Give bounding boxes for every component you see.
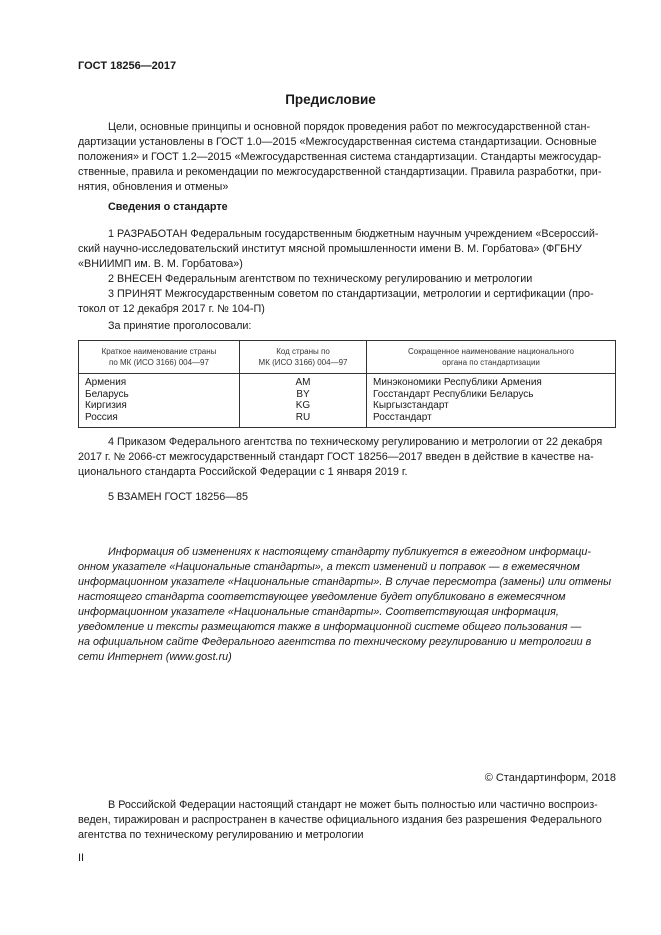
item-3-line: токол от 12 декабря 2017 г. № 104-П) xyxy=(78,303,265,315)
section-heading xyxy=(78,200,616,215)
info-line: настоящего стандарта соответствующее уведомление будет опубликовано в ежемесячном xyxy=(78,591,566,603)
country-name: Беларусь xyxy=(85,388,129,400)
voting-table xyxy=(78,340,616,428)
country-code: AM xyxy=(295,377,311,388)
page-title: Предисловие xyxy=(285,92,376,107)
info-line: Информация об изменениях к настоящему стандарту публикуется в ежегодном информаци- xyxy=(108,546,591,558)
page-number: II xyxy=(78,852,85,864)
voted-label xyxy=(78,319,616,334)
item-5-text: 5 ВЗАМЕН ГОСТ 18256—85 xyxy=(108,491,249,503)
info-line: информационном указателе «Национальные стандарты». Соответствующая информация, xyxy=(78,606,559,618)
item-2: 2 ВНЕСЕН Федеральным агентством по техническому регулированию и метрологии xyxy=(108,273,533,285)
country-code: RU xyxy=(295,411,311,423)
document-id: ГОСТ 18256—2017 xyxy=(78,60,177,72)
rights-notice xyxy=(78,798,616,843)
col-header-body-l1: Сокращенное наименование национального xyxy=(408,347,574,356)
item-5 xyxy=(78,490,616,505)
info-line: на официальном сайте Федерального агентства по техническому регулированию и метрологии в xyxy=(78,636,592,648)
country-code: KG xyxy=(295,400,311,411)
intro-line: Цели, основные принципы и основной порядок проведения работ по межгосударственной стан- xyxy=(108,121,591,133)
info-notice xyxy=(78,545,616,665)
intro-line: нятия, обновления и отмены» xyxy=(78,181,229,193)
standards-body: Госстандарт Республики Беларусь xyxy=(373,388,534,400)
intro-line: дартизации установлены в ГОСТ 1.0—2015 «Межгосударственная система стандартизации. Основные xyxy=(78,136,597,148)
col-header-body xyxy=(367,341,616,374)
voted-label-text: За принятие проголосовали: xyxy=(108,320,252,332)
item-1-line: «ВНИИМП им. В. М. Горбатова») xyxy=(78,258,243,270)
item-1-line: ский научно-исследовательский институт мясной промышленности имени В. М. Горбатова» (ФГБНУ xyxy=(78,243,582,255)
col-header-country-l1: Краткое наименование страны xyxy=(101,347,217,356)
country-name: Россия xyxy=(85,411,118,423)
col-header-code-l2: МК (ИСО 3166) 004—97 xyxy=(258,358,348,367)
item-1 xyxy=(78,227,616,317)
country-code: BY xyxy=(296,388,310,400)
table-row xyxy=(79,374,616,428)
standards-body: Кыргызстандарт xyxy=(373,400,449,411)
info-line: сети Интернет (www.gost.ru) xyxy=(78,651,232,663)
copyright: © Стандартинформ, 2018 xyxy=(484,772,616,784)
item-4 xyxy=(78,435,616,480)
item-3-line: 3 ПРИНЯТ Межгосударственным советом по стандартизации, метрологии и сертификации (про- xyxy=(108,288,594,300)
code-cell xyxy=(240,374,367,428)
intro-paragraph xyxy=(78,120,616,195)
item-4-line: 2017 г. № 2066-ст межгосударственный стандарт ГОСТ 18256—2017 введен в действие в качестве на- xyxy=(78,451,594,463)
intro-line: положения» и ГОСТ 1.2—2015 «Межгосударственная система стандартизации. Стандарты межгосудар- xyxy=(78,151,602,163)
rights-line: веден, тиражирован и распространен в качестве официального издания без разрешения Федерального xyxy=(78,814,602,826)
item-4-line: 4 Приказом Федерального агентства по техническому регулированию и метрологии от 22 декабря xyxy=(108,436,603,448)
section-heading-text: Сведения о стандарте xyxy=(108,201,228,213)
col-header-body-l2: органа по стандартизации xyxy=(442,358,540,367)
body-cell xyxy=(367,374,616,428)
item-1-line: 1 РАЗРАБОТАН Федеральным государственным бюджетным научным учреждением «Всероссий- xyxy=(108,228,599,240)
rights-line: агентства по техническому регулированию и метрологии xyxy=(78,829,364,841)
table-header-row xyxy=(79,341,616,374)
col-header-code-l1: Код страны по xyxy=(276,347,330,356)
standards-body: Росстандарт xyxy=(373,411,432,423)
info-line: онном указателе «Национальные стандарты», а текст изменений и поправок — в ежемесячном xyxy=(78,561,580,573)
item-4-line: ционального стандарта Российской Федерации с 1 января 2019 г. xyxy=(78,466,408,478)
col-header-country xyxy=(79,341,240,374)
col-header-code xyxy=(240,341,367,374)
col-header-country-l2: по МК (ИСО 3166) 004—97 xyxy=(109,358,209,367)
country-name: Киргизия xyxy=(85,400,127,411)
rights-line: В Российской Федерации настоящий стандарт не может быть полностью или частично воспроиз- xyxy=(108,799,598,811)
info-line: уведомление и тексты размещаются также в информационной системе общего пользования — xyxy=(78,621,582,633)
standards-body: Минэкономики Республики Армения xyxy=(373,377,542,388)
info-line: информационном указателе «Национальные стандарты». В случае пересмотра (замены) или отмены xyxy=(78,576,612,588)
country-name: Армения xyxy=(85,377,127,388)
country-cell xyxy=(79,374,240,428)
intro-line: ственные, правила и рекомендации по межгосударственной стандартизации. Правила разработки, при- xyxy=(78,166,602,178)
